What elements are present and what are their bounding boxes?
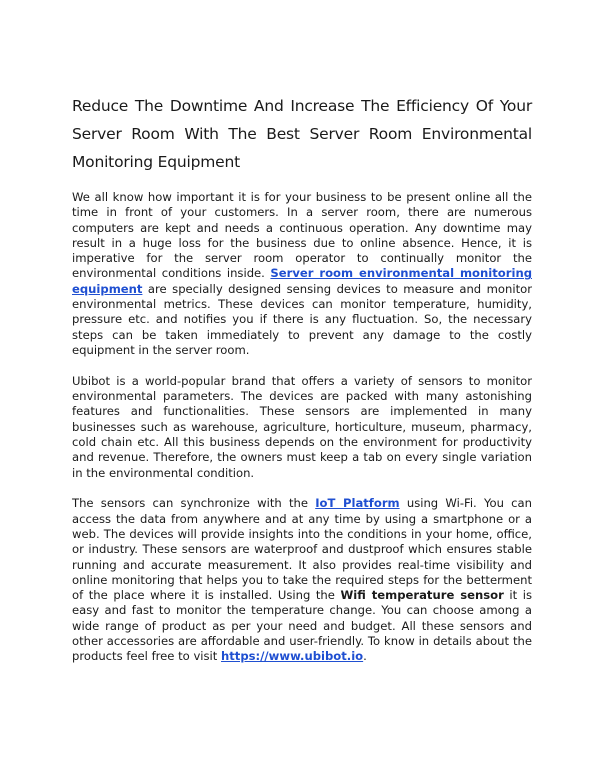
paragraph-text: are specially designed sensing devices to measure and monitor environmental metrics. These devices can monitor temperature, humidity, pressure etc. and notifies you if there is any fluctuation. So, the necessary steps can be taken immediately to prevent any damage to the costly equipment in the server room.	[72, 281, 532, 357]
paragraph-text: We all know how important it is for your business to be present online all the time in front of your customers. In a server room, there are numerous computers are kept and needs a continuous operation. Any downtime may result in a huge loss for the business due to online absence. Hence, it is imperative for the server room operator to continually monitor the environmental conditions inside.	[72, 190, 532, 281]
paragraph-intro	[72, 190, 532, 358]
paragraph-ubibot: Ubibot is a world-popular brand that offers a variety of sensors to monitor environmental parameters. The devices are packed with many astonishing features and functionalities. These sensors are implemented in many businesses such as warehouse, agriculture, horticulture, museum, pharmacy, cold chain etc. All this business depends on the environment for productivity and revenue. Therefore, the owners must keep a tab on every single variation in the environmental condition.	[72, 373, 532, 480]
document-title: Reduce The Downtime And Increase The Efficiency Of Your Server Room With The Best Server Room Environmental Monitoring Equipment	[72, 97, 532, 171]
document-page	[72, 92, 532, 680]
wifi-temperature-sensor-text: Wifi temperature sensor	[340, 588, 504, 603]
paragraph-text: it is easy and fast to monitor the temperature change. You can choose among a wide range of product as per your need and budget. All these sensors and other accessories are affordable and user-friendly. To know in details about the products feel free to visit	[72, 588, 532, 664]
paragraph-text: .	[363, 649, 367, 664]
paragraph-text: The sensors can synchronize with the	[72, 496, 316, 511]
server-room-monitoring-link[interactable]: Server room environmental monitoring equipment	[72, 266, 532, 296]
paragraph-text: using Wi-Fi. You can access the data from anywhere and at any time by using a smartphone or a web. The devices will provide insights into the conditions in your home, office, or industry. These sensors are waterproof and dustproof which ensures stable running and accurate measurement. It also provides real-time visibility and online monitoring that helps you to take the required steps for the betterment of the place where it is installed. Using the	[72, 496, 533, 603]
iot-platform-link[interactable]: IoT Platform	[315, 496, 400, 511]
paragraph-sensors	[72, 496, 532, 664]
ubibot-website-link[interactable]: https://www.ubibot.io	[221, 649, 364, 664]
